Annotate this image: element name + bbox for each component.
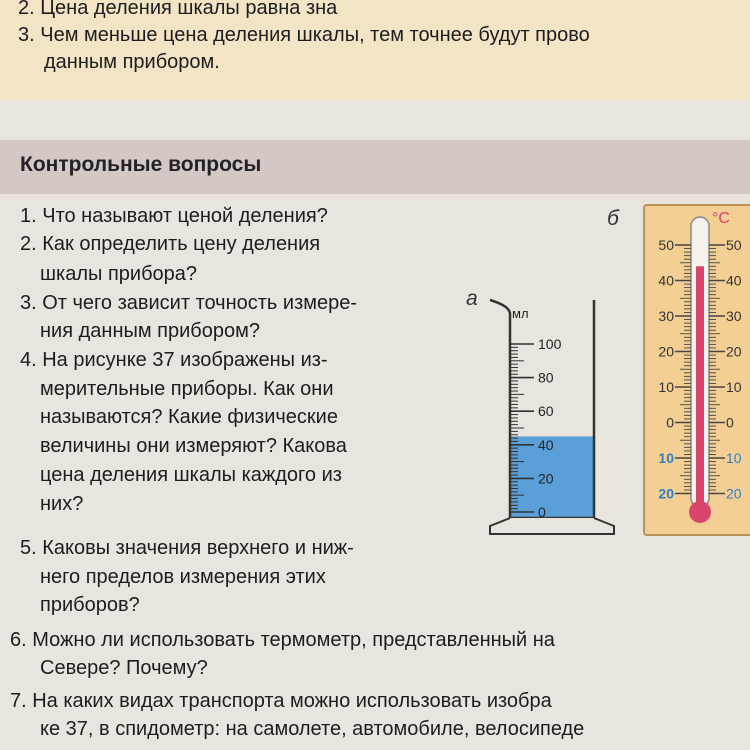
question-line: ния данным прибором? bbox=[40, 320, 260, 342]
question-line: шкалы прибора? bbox=[40, 263, 198, 285]
previous-section-band bbox=[0, 0, 750, 100]
question-line: 6. Можно ли использовать термометр, представленный на bbox=[10, 629, 555, 651]
thermometer-right-label: 0 bbox=[726, 414, 734, 431]
cylinder-tick-label: 20 bbox=[538, 470, 554, 487]
figure-b-label: б bbox=[607, 207, 619, 230]
thermometer-left-label: 20 bbox=[658, 485, 674, 502]
question-line: 1. Что называют ценой деления? bbox=[20, 205, 328, 227]
question-line: 5. Каковы значения верхнего и ниж- bbox=[20, 537, 354, 559]
cylinder-tick-label: 0 bbox=[538, 504, 546, 520]
thermometer-unit: °C bbox=[712, 210, 730, 227]
thermometer-right-label: 30 bbox=[726, 308, 742, 324]
thermometer-right-label: 50 bbox=[726, 237, 742, 253]
question-line: мерительные приборы. Как они bbox=[40, 378, 334, 400]
question-line: называются? Какие физические bbox=[40, 406, 338, 428]
question-line: 4. На рисунке 37 изображены из- bbox=[20, 349, 328, 371]
cylinder-tick-label: 80 bbox=[538, 369, 554, 386]
thermometer-right-label: 10 bbox=[726, 450, 742, 466]
thermometer-left-label: 40 bbox=[658, 272, 674, 289]
thermometer-bulb bbox=[689, 501, 711, 523]
thermometer-left-label: 10 bbox=[658, 379, 674, 395]
question-line: 7. На каких видах транспорта можно использовать изобра bbox=[10, 690, 552, 712]
thermometer-right-label: 20 bbox=[726, 343, 742, 360]
question-line: величины они измеряют? Какова bbox=[40, 435, 347, 457]
thermometer-left-label: 0 bbox=[666, 414, 674, 431]
top-line-1: 2. Цена деления шкалы равна зна bbox=[18, 0, 338, 19]
cylinder-base bbox=[490, 518, 614, 534]
thermometer bbox=[642, 203, 750, 538]
thermometer-right-label: 20 bbox=[726, 485, 742, 502]
top-line-3: данным прибором. bbox=[44, 51, 220, 73]
section-title: Контрольные вопросы bbox=[20, 153, 262, 176]
question-line: приборов? bbox=[40, 594, 140, 616]
question-line: него пределов измерения этих bbox=[40, 566, 326, 588]
thermometer-left-label: 20 bbox=[658, 343, 674, 360]
question-line: 2. Как определить цену деления bbox=[20, 233, 321, 255]
thermometer-liquid bbox=[696, 266, 704, 508]
figure-a-label: а bbox=[466, 287, 478, 310]
top-line-2: 3. Чем меньше цена деления шкалы, тем точнее будут прово bbox=[18, 24, 590, 46]
question-line: них? bbox=[40, 493, 84, 515]
cylinder-tick-label: 40 bbox=[538, 436, 554, 453]
thermometer-left-label: 10 bbox=[658, 450, 674, 466]
thermometer-right-label: 10 bbox=[726, 379, 742, 395]
cylinder-tick-label: 100 bbox=[538, 336, 562, 352]
question-line: Севере? Почему? bbox=[40, 657, 208, 679]
thermometer-right-label: 40 bbox=[726, 272, 742, 289]
question-line: 3. От чего зависит точность измере- bbox=[20, 292, 358, 314]
cylinder-unit: мл bbox=[512, 306, 529, 321]
thermometer-left-label: 50 bbox=[658, 237, 674, 253]
cylinder-tick-label: 60 bbox=[538, 403, 554, 420]
question-line: ке 37, в спидометр: на самолете, автомобиле, велосипеде bbox=[40, 718, 585, 740]
measuring-cylinder bbox=[480, 290, 630, 540]
question-line: цена деления шкалы каждого из bbox=[40, 464, 342, 486]
thermometer-left-label: 30 bbox=[658, 308, 674, 324]
